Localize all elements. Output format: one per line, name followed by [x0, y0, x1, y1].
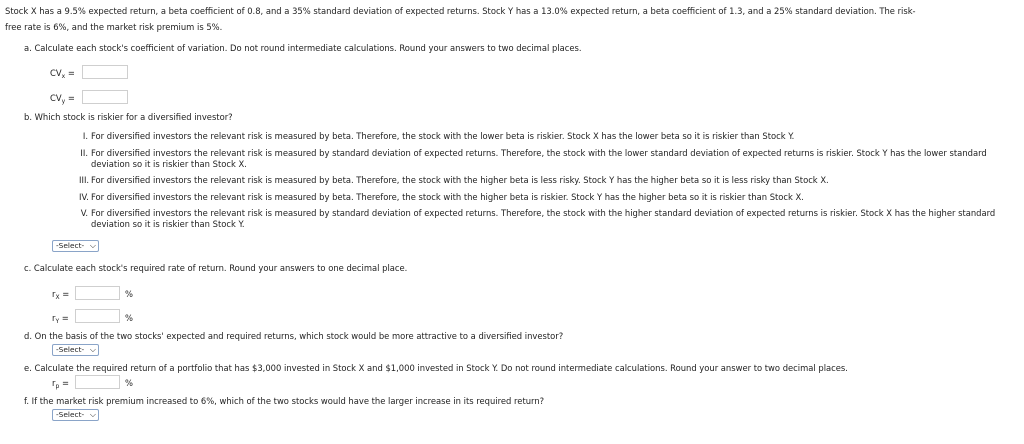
part-d-question: d. On the basis of the two stocks' expected and required returns, which stock would be more attractive to a diversified investor?	[24, 331, 564, 341]
chevron-down-icon: ⌵	[89, 241, 96, 250]
part-d-select[interactable]	[52, 344, 99, 356]
rp-label: $r_p$ =	[52, 378, 69, 390]
option-number: IV.	[79, 192, 89, 202]
chevron-down-icon: ⌵	[89, 410, 96, 419]
rx-label: $r_X$ =	[52, 289, 70, 301]
option-number: V.	[80, 208, 88, 218]
option-text: For diversified investors the relevant risk is measured by beta. Therefore, the stock with the higher beta is less risky. Stock Y has the higher beta so it is less risky than Stock X.	[91, 175, 829, 185]
rx-unit: %	[125, 289, 133, 299]
option-iii	[79, 175, 1014, 187]
cv-x-label: $CV_x$ =	[50, 68, 75, 80]
option-text: For diversified investors the relevant risk is measured by standard deviation of expected returns. Therefore, the stock with the lower standard deviation of expected returns is riskier. Stock Y has the lower standard deviation so it is riskier than Stock X.	[91, 148, 987, 169]
chevron-down-icon: ⌵	[89, 345, 96, 354]
option-v	[79, 208, 1014, 230]
option-i	[79, 131, 1014, 143]
ry-input[interactable]	[75, 309, 120, 323]
option-number: III.	[79, 175, 90, 185]
select-label: -Select-	[56, 410, 85, 419]
select-label: -Select-	[56, 345, 85, 354]
part-b-select[interactable]	[52, 240, 99, 252]
intro-line-1: Stock X has a 9.5% expected return, a beta coefficient of 0.8, and a 35% standard deviation of expected returns. Stock Y has a 13.0% expected return, a beta coefficient of 1.3, and a 25% standard deviation. The risk-	[5, 6, 916, 16]
option-text: For diversified investors the relevant risk is measured by beta. Therefore, the stock with the higher beta is riskier. Stock Y has the higher beta so it is riskier than Stock X.	[91, 192, 804, 202]
part-f-question: f. If the market risk premium increased to 6%, which of the two stocks would have the larger increase in its required return?	[24, 396, 545, 406]
part-e-question: e. Calculate the required return of a portfolio that has $3,000 invested in Stock X and $1,000 invested in Stock Y. Do not round intermediate calculations. Round your answer to two decimal places.	[24, 363, 848, 373]
option-text: For diversified investors the relevant risk is measured by standard deviation of expected returns. Therefore, the stock with the higher standard deviation of expected returns is riskier. Stock X has the higher standard deviation so it is riskier than Stock Y.	[91, 208, 996, 229]
problem-intro	[5, 3, 916, 35]
part-a-question: a. Calculate each stock's coefficient of variation. Do not round intermediate calculations. Round your answers to two decimal places.	[24, 43, 582, 53]
cv-y-label: $CV_y$ =	[50, 93, 75, 105]
rx-input[interactable]	[75, 286, 120, 300]
part-c-question: c. Calculate each stock's required rate of return. Round your answers to one decimal place.	[24, 263, 408, 273]
option-iv	[79, 192, 1014, 204]
ry-label: $r_Y$ =	[52, 313, 69, 325]
part-b-question: b. Which stock is riskier for a diversified investor?	[24, 112, 233, 122]
rp-input[interactable]	[75, 375, 120, 389]
cv-y-input[interactable]	[82, 90, 128, 104]
part-f-select[interactable]	[52, 409, 99, 421]
select-label: -Select-	[56, 241, 85, 250]
intro-line-2: free rate is 6%, and the market risk premium is 5%.	[5, 22, 223, 32]
cv-x-input[interactable]	[82, 65, 128, 79]
rp-unit: %	[125, 378, 133, 388]
ry-unit: %	[125, 313, 133, 323]
option-text: For diversified investors the relevant risk is measured by beta. Therefore, the stock with the lower beta is riskier. Stock X has the lower beta so it is riskier than Stock Y.	[91, 131, 795, 141]
option-number: I.	[82, 131, 88, 141]
option-number: II.	[80, 148, 88, 158]
option-ii	[79, 148, 1014, 170]
